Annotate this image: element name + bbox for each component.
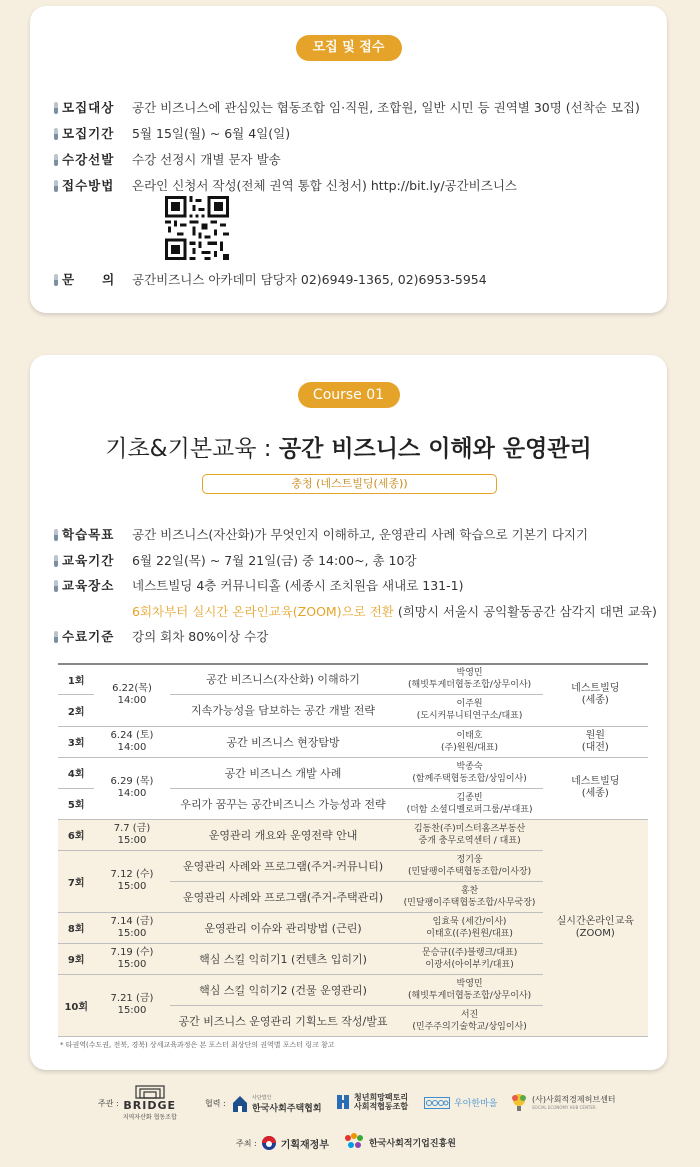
sponsor-label: 주최 : bbox=[236, 1138, 257, 1148]
coop-label bbox=[205, 1098, 226, 1109]
session-topic: 지속가능성을 담보하는 공간 개발 전략 bbox=[170, 694, 397, 726]
bridge-sub: 지역자산화 협동조합 bbox=[122, 1114, 177, 1121]
hub-logo-icon bbox=[510, 1092, 528, 1112]
recruitment-card bbox=[30, 6, 667, 313]
session-instructor: 김종빈 (더함 소셜디벨로퍼그룹/부대표) bbox=[397, 788, 543, 819]
course-title bbox=[30, 430, 667, 463]
info-value: 5월 15일(월) ~ 6월 4일(일) bbox=[132, 126, 291, 141]
session-place: 실시간온라인교육 (ZOOM) bbox=[543, 819, 648, 1036]
session-place: 원원 (대전) bbox=[543, 726, 648, 757]
footer-logos bbox=[0, 1080, 700, 1160]
session-number: 6회 bbox=[58, 819, 94, 850]
session-number: 9회 bbox=[58, 943, 94, 974]
session-number: 2회 bbox=[58, 694, 94, 726]
info-row-contact bbox=[54, 271, 657, 289]
bridge-name: BRIDGE bbox=[123, 1099, 177, 1112]
session-topic: 핵심 스킬 익히기2 (건물 운영관리) bbox=[170, 974, 397, 1005]
apply-link[interactable]: 온라인 신청서 작성(전체 권역 통합 신청서) http://bit.ly/공간비즈니스 bbox=[132, 178, 517, 193]
bullet-icon bbox=[54, 274, 58, 286]
session-topic: 운영관리 사례와 프로그램(주거-주택관리) bbox=[170, 881, 397, 912]
bullet-icon bbox=[54, 580, 58, 592]
bullet-icon bbox=[54, 529, 58, 541]
partner-logo-2 bbox=[336, 1093, 408, 1111]
session-date: 6.29 (목) 14:00 bbox=[94, 757, 169, 819]
session-instructor: 홍찬 (민달팽이주택협동조합/사무국장) bbox=[397, 881, 543, 912]
session-number: 7회 bbox=[58, 850, 94, 912]
online-note bbox=[54, 603, 657, 621]
partner-logo-3 bbox=[424, 1096, 497, 1109]
house-logo-icon bbox=[232, 1095, 248, 1113]
info-row-place bbox=[54, 577, 657, 595]
bridge-logo-icon bbox=[135, 1085, 165, 1099]
session-topic: 공간 비즈니스(자산화) 이해하기 bbox=[170, 664, 397, 694]
info-row-goal bbox=[54, 526, 657, 544]
session-topic: 핵심 스킬 익히기1 (컨텐츠 입히기) bbox=[170, 943, 397, 974]
gov-logo-icon bbox=[261, 1135, 277, 1151]
session-topic: 공간 비즈니스 개발 사례 bbox=[170, 757, 397, 788]
session-place: 네스트빌딩 (세종) bbox=[543, 664, 648, 726]
info-label: 모집대상 bbox=[62, 100, 115, 115]
table-row bbox=[58, 664, 648, 694]
info-row-apply bbox=[54, 177, 657, 195]
bullet-icon bbox=[54, 102, 58, 114]
session-instructor: 이주원 (도시커뮤니티연구소/대표) bbox=[397, 694, 543, 726]
session-date: 7.12 (수) 15:00 bbox=[94, 850, 169, 912]
partner2-name: 청년희망팩토리 사회적협동조합 bbox=[354, 1093, 409, 1111]
online-note-highlight: 6회차부터 실시간 온라인교육(ZOOM)으로 전환 bbox=[132, 604, 394, 619]
session-date: 6.24 (토) 14:00 bbox=[94, 726, 169, 757]
table-row bbox=[58, 819, 648, 850]
session-instructor: 임효묵 (세간/이사) 이태호((주)원원/대표) bbox=[397, 912, 543, 943]
info-value: 공간 비즈니스(자산화)가 무엇인지 이해하고, 운영관리 사례 학습으로 기본기 다지기 bbox=[132, 527, 589, 542]
table-row bbox=[58, 726, 648, 757]
info-row-period bbox=[54, 552, 657, 570]
sponsor-logo-2 bbox=[343, 1132, 456, 1152]
session-number: 4회 bbox=[58, 757, 94, 788]
session-instructor: 이태호 (주)원원/대표) bbox=[397, 726, 543, 757]
partner4-name: (사)사회적경제허브센터 bbox=[532, 1095, 616, 1104]
info-row-period bbox=[54, 125, 657, 143]
course-title-prefix: 기초&기본교육 : bbox=[105, 436, 279, 462]
info-row-target bbox=[54, 99, 657, 117]
bullet-icon bbox=[54, 180, 58, 192]
session-instructor: 박영민 (해빗투게더협동조합/상무이사) bbox=[397, 974, 543, 1005]
info-value: 공간 비즈니스에 관심있는 협동조합 임·직원, 조합원, 일반 시민 등 권역별 30명 (선착순 모집) bbox=[132, 100, 640, 115]
session-topic: 운영관리 이슈와 관리방법 (근린) bbox=[170, 912, 397, 943]
info-label: 교육장소 bbox=[62, 578, 115, 593]
course-badge: Course 01 bbox=[298, 382, 400, 408]
session-topic: 운영관리 개요와 운영전략 안내 bbox=[170, 819, 397, 850]
partner1-small: 사단법인 bbox=[252, 1095, 272, 1101]
course-title-main: 공간 비즈니스 이해와 운영관리 bbox=[278, 436, 592, 462]
session-date: 7.19 (수) 15:00 bbox=[94, 943, 169, 974]
info-value: 네스트빌딩 4층 커뮤니티홀 (세종시 조치원읍 새내로 131-1) bbox=[132, 578, 464, 593]
info-row-selection bbox=[54, 151, 657, 169]
youth-logo-icon bbox=[336, 1093, 350, 1111]
social-enterprise-logo-icon bbox=[343, 1132, 365, 1152]
partner-logo-4 bbox=[510, 1092, 616, 1112]
coop-label-text: 협력 : bbox=[205, 1099, 226, 1108]
partner4-sub: SOCIAL ECONOMY HUB CENTER bbox=[532, 1105, 596, 1110]
partner1-name: 한국사회주택협회 bbox=[252, 1104, 322, 1114]
host-logo bbox=[98, 1085, 177, 1121]
bullet-icon bbox=[54, 128, 58, 140]
session-instructor: 문승규((주)블랭크/대표) 이광서(아이부키/대표) bbox=[397, 943, 543, 974]
session-date: 6.22(목) 14:00 bbox=[94, 664, 169, 726]
session-topic: 공간 비즈니스 운영관리 기획노트 작성/발표 bbox=[170, 1005, 397, 1036]
session-instructor: 정기웅 (민달팽이주택협동조합/이사장) bbox=[397, 850, 543, 881]
session-place: 네스트빌딩 (세종) bbox=[543, 757, 648, 819]
session-number: 8회 bbox=[58, 912, 94, 943]
info-label: 학습목표 bbox=[62, 527, 115, 542]
partner3-name: 우아한마을 bbox=[454, 1099, 498, 1109]
info-row-completion bbox=[54, 628, 657, 646]
contact-value: 공간비즈니스 아카데미 담당자 02)6949-1365, 02)6953-5954 bbox=[132, 272, 487, 287]
session-topic: 운영관리 사례와 프로그램(주거-커뮤니티) bbox=[170, 850, 397, 881]
course-card bbox=[30, 355, 667, 1070]
info-label: 교육기간 bbox=[62, 553, 115, 568]
footnote: * 타권역(수도권, 전북, 경북) 상세교육과정은 본 포스터 최상단의 권역별 포스터 링크 참고 bbox=[60, 1041, 335, 1049]
recruit-badge: 모집 및 접수 bbox=[296, 35, 402, 61]
session-topic: 우리가 꿈꾸는 공간비즈니스 가능성과 전략 bbox=[170, 788, 397, 819]
bullet-icon bbox=[54, 555, 58, 567]
session-number: 1회 bbox=[58, 664, 94, 694]
sponsor2-name: 한국사회적기업진흥원 bbox=[369, 1138, 456, 1149]
table-row bbox=[58, 757, 648, 788]
session-number: 5회 bbox=[58, 788, 94, 819]
village-logo-icon bbox=[424, 1097, 450, 1109]
session-number: 10회 bbox=[58, 974, 94, 1036]
bullet-icon bbox=[54, 154, 58, 166]
session-topic: 공간 비즈니스 현장탐방 bbox=[170, 726, 397, 757]
session-instructor: 박종숙 (함께주택협동조합/상임이사) bbox=[397, 757, 543, 788]
info-label: 모집기간 bbox=[62, 126, 115, 141]
session-instructor: 김동찬(주)미스터홈즈부동산 중개 충무로역센터 / 대표) bbox=[397, 819, 543, 850]
session-instructor: 박영민 (해빗투게더협동조합/상무이사) bbox=[397, 664, 543, 694]
sponsor1-name: 기획재정부 bbox=[280, 1139, 330, 1151]
session-date: 7.7 (금) 15:00 bbox=[94, 819, 169, 850]
info-label: 수료기준 bbox=[62, 629, 115, 644]
session-date: 7.21 (금) 15:00 bbox=[94, 974, 169, 1036]
partner-logo-1 bbox=[232, 1094, 322, 1114]
region-label: 충청 (네스트빌딩(세종)) bbox=[202, 474, 497, 494]
qr-code-icon[interactable] bbox=[165, 196, 229, 260]
session-number: 3회 bbox=[58, 726, 94, 757]
info-value: 6월 22일(목) ~ 7월 21일(금) 중 14:00~, 총 10강 bbox=[132, 553, 417, 568]
info-label: 수강선발 bbox=[62, 152, 115, 167]
online-note-rest: (희망시 서울시 공익활동공간 삼각지 대면 교육) bbox=[393, 604, 657, 619]
info-value: 강의 회차 80%이상 수강 bbox=[132, 629, 269, 644]
schedule-table bbox=[58, 663, 648, 1037]
info-label: 접수방법 bbox=[62, 178, 115, 193]
host-label: 주관 : bbox=[98, 1098, 119, 1108]
bullet-icon bbox=[54, 631, 58, 643]
sponsor-logo-1 bbox=[236, 1135, 329, 1151]
session-date: 7.14 (금) 15:00 bbox=[94, 912, 169, 943]
info-value: 수강 선정시 개별 문자 발송 bbox=[132, 152, 281, 167]
session-instructor: 서진 (민주주의기술학교/상임이사) bbox=[397, 1005, 543, 1036]
info-label: 문 의 bbox=[62, 272, 116, 287]
